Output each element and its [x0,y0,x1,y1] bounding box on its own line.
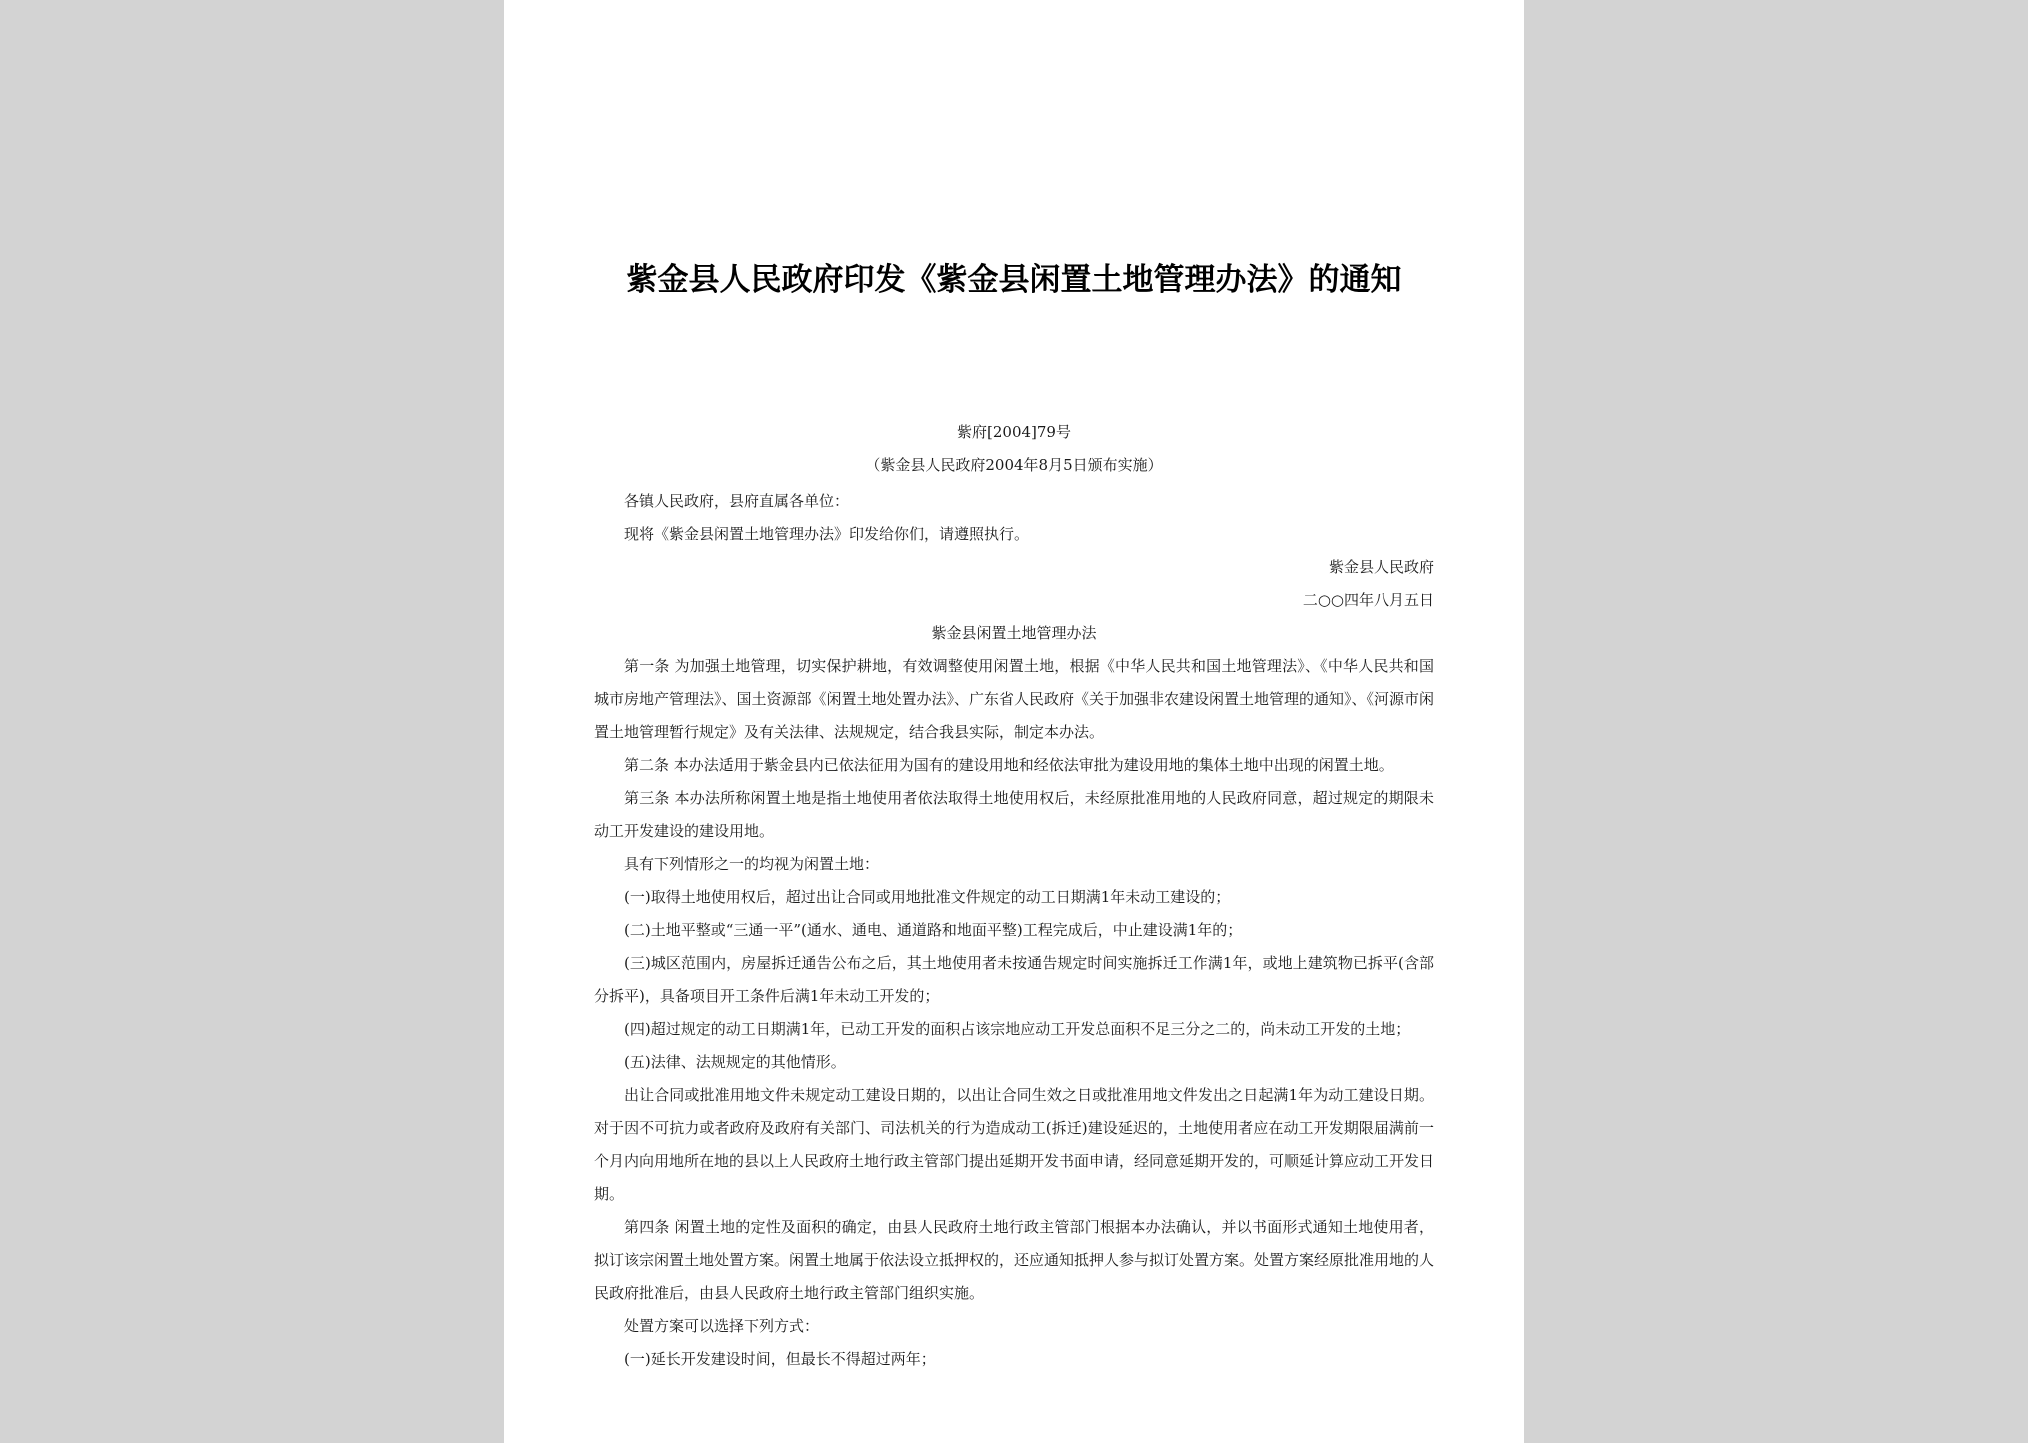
paragraph: 第三条 本办法所称闲置土地是指土地使用者依法取得土地使用权后，未经原批准用地的人民政府同意，超过规定的期限未动工开发建设的建设用地。 [594,789,1434,840]
paragraph: 具有下列情形之一的均视为闲置土地： [624,855,880,873]
paragraph: (五)法律、法规规定的其他情形。 [624,1053,846,1071]
paragraph: 第一条 为加强土地管理，切实保护耕地，有效调整使用闲置土地，根据《中华人民共和国土地管理法》、《中华人民共和国城市房地产管理法》、国土资源部《闲置土地处置办法》、广东省人民政府《关于加强非农建设闲置土地管理的通知》、《河源市闲置土地管理暂行规定》及有关法律、法规规定，结合我县实际，制定本办法。 [594,657,1435,741]
paragraph: (四)超过规定的动工日期满1年，已动工开发的面积占该宗地应动工开发总面积不足三分之二的，尚未动工开发的土地； [624,1020,1411,1038]
paragraph: 处置方案可以选择下列方式： [624,1317,820,1335]
paragraph: (一)延长开发建设时间，但最长不得超过两年； [624,1350,936,1368]
document-body [594,485,1434,1376]
issue-date: 二○○四年八月五日 [1302,591,1434,609]
paragraph: 出让合同或批准用地文件未规定动工建设日期的，以出让合同生效之日或批准用地文件发出之日起满1年为动工建设日期。对于因不可抗力或者政府及政府有关部门、司法机关的行为造成动工(拆迁)建设延迟的，土地使用者应在动工开发期限届满前一个月内向用地所在地的县以上人民政府土地行政主管部门提出延期开发书面申请，经同意延期开发的，可顺延计算应动工开发日期。 [594,1086,1435,1203]
paragraph: (二)土地平整或“三通一平”(通水、通电、通道路和地面平整)工程完成后，中止建设满1年的； [624,921,1243,939]
document-number: 紫府[2004]79号 [957,423,1071,441]
document-title: 紫金县人民政府印发《紫金县闲置土地管理办法》的通知 [626,262,1402,298]
paragraph: (一)取得土地使用权后，超过出让合同或用地批准文件规定的动工日期满1年未动工建设的； [624,888,1231,906]
notice-text: 现将《紫金县闲置土地管理办法》印发给你们，请遵照执行。 [624,525,1030,543]
measures-title: 紫金县闲置土地管理办法 [931,624,1097,642]
document-page [504,0,1524,1443]
addressee: 各镇人民政府，县府直属各单位： [624,492,850,510]
paragraph: (三)城区范围内，房屋拆迁通告公布之后，其土地使用者未按通告规定时间实施拆迁工作满1年，或地上建筑物已拆平(含部分拆平)，具备项目开工条件后满1年未动工开发的； [594,954,1434,1005]
paragraph: 第四条 闲置土地的定性及面积的确定，由县人民政府土地行政主管部门根据本办法确认，并以书面形式通知土地使用者，拟订该宗闲置土地处置方案。闲置土地属于依法设立抵押权的，还应通知抵押人参与拟订处置方案。处置方案经原批准用地的人民政府批准后，由县人民政府土地行政主管部门组织实施。 [594,1218,1435,1302]
issuer: 紫金县人民政府 [1328,558,1434,576]
paragraph: 第二条 本办法适用于紫金县内已依法征用为国有的建设用地和经依法审批为建设用地的集体土地中出现的闲置土地。 [624,756,1394,774]
promulgation-note: （紫金县人民政府2004年8月5日颁布实施） [865,456,1163,474]
